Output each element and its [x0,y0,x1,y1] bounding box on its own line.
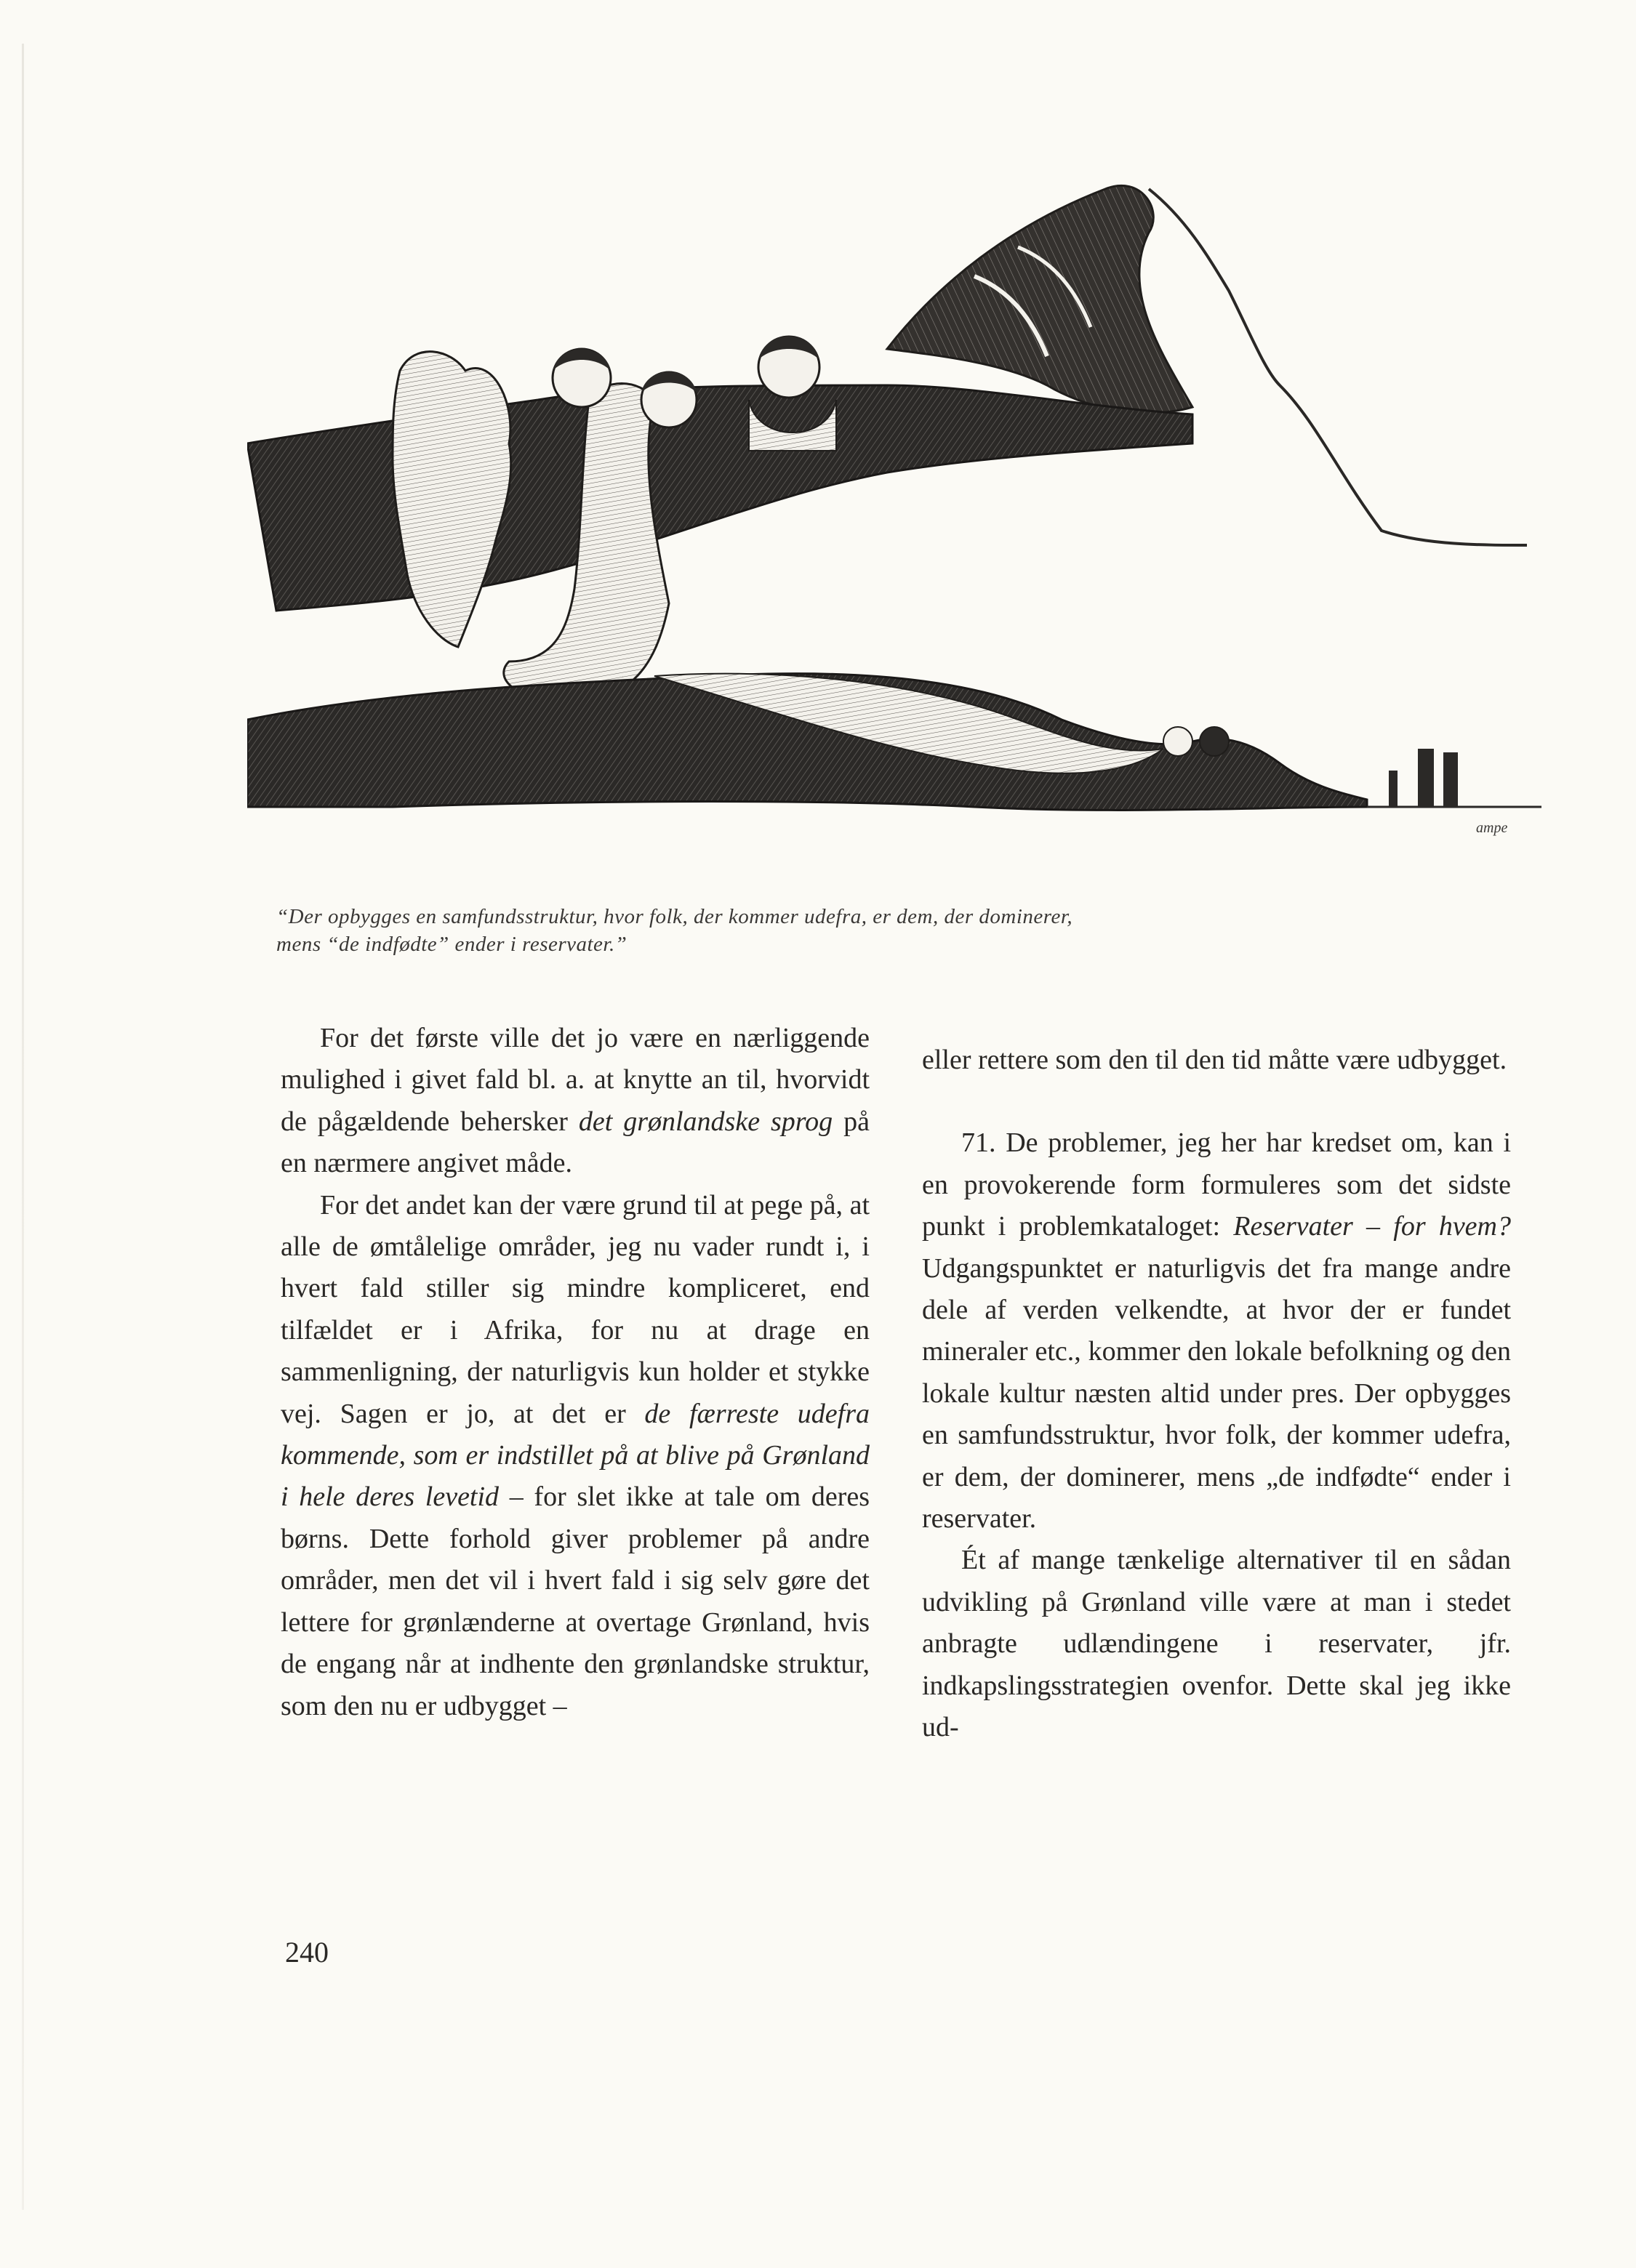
small-figures [1389,749,1458,807]
left-column [281,1018,870,1727]
illustration [247,167,1541,894]
caption-line-1: “Der opbygges en samfundsstruktur, hvor folk, der kommer udefra, er dem, der dominerer, [276,905,1073,928]
right-paragraph-1: eller rettere som den til den tid måtte være udbygget. [922,1045,1507,1075]
illustration-caption [276,903,1411,958]
right-paragraph-2: 71. De problemer, jeg her har kredset om, kan i en provokerende form formuleres som det sidste punkt i problemkataloget: Reservater – for hvem? Udgangspunktet er naturligvis det fra mange andre dele af verden velkendte, at hvor der er fundet mineraler etc., kommer den lokale befolkning og den lokale kultur næsten altid under pres. Der opbygges en samfundsstruktur, hvor folk, der kommer udefra, er dem, der dominerer, mens „de indfødte“ ender i reservater. [922,1127,1511,1535]
right-paragraph-3: Ét af mange tænkelige alternativer til en sådan udvikling på Grønland ville være at man i stedet anbragte udlændingene i reservater, jfr. indkapslingsstrategien ovenfor. Dette skal jeg ikke ud- [922,1545,1511,1743]
hand [393,352,511,647]
caption-line-2: mens “de indfødte” ender i reservater.” [276,933,627,956]
left-paragraph-1: For det første ville det jo være en nærliggende mulighed i givet fald bl. a. at knytte an til, hvorvidt de pågældende behersker det grønlandske sprog på en nærmere angivet måde. [281,1023,870,1179]
left-paragraph-2: For det andet kan der være grund til at pege på, at alle de ømtålelige områder, jeg nu vader rundt i, i hvert fald stiller sig mindre kompliceret, end tilfældet er i Afrika, for nu at drage en sammenligning, der naturligvis kun holder et stykke vej. Sagen er jo, at det er de færreste udefra kommende, som er indstillet på at blive på Grønland i hele deres levetid – for slet ikke at tale om deres børns. Dette forhold giver problemer på andre områder, men det vil i hvert fald i sig selv gøre det lettere for grønlænderne at overtage Grønland, hvis de engang når at indhente den grønlandske struktur, som den nu er udbygget – [281,1189,870,1721]
upper-band [247,385,1192,611]
mountain-peak [887,185,1192,413]
artist-signature: ampe [1476,820,1508,836]
page-edge [22,44,24,2210]
mountain-outline [1149,189,1527,545]
right-column [922,1018,1511,1749]
page-number: 240 [285,1936,329,1969]
